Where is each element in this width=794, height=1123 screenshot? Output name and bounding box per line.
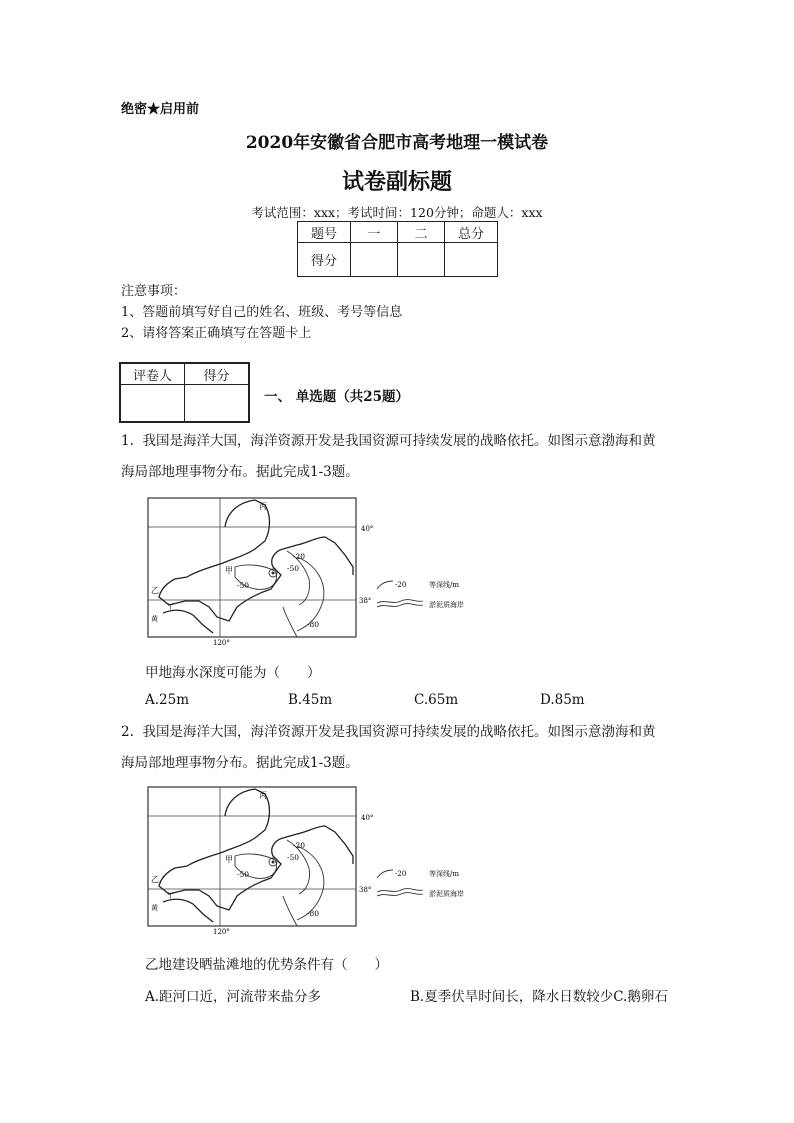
map-label-bing: 丙 <box>259 791 267 800</box>
map-depth-50: -50 <box>287 853 300 862</box>
map-depth-50: -50 <box>237 581 250 590</box>
map-depth-50: -50 <box>287 564 300 573</box>
notes-title: 注意事项： <box>121 284 187 299</box>
grader-table <box>119 362 250 423</box>
map-lon-120: 120° <box>213 928 230 936</box>
map-label-ya: 丫 <box>167 892 174 900</box>
map-label-bing: 丙 <box>259 502 267 511</box>
exam-info: 考试范围：xxx；考试时间：120分钟；命题人：xxx <box>251 205 543 220</box>
map-label-yi: 乙 <box>151 586 159 595</box>
option-c[interactable]: C.65m <box>414 692 459 708</box>
question-stem-line: 海局部地理事物分布。据此完成1-3题。 <box>121 464 359 480</box>
score-header-two: 二 <box>398 222 445 243</box>
grader-header: 评卷人 <box>120 363 185 385</box>
map-label-ya: 丫 <box>167 603 174 611</box>
score-header-total: 总分 <box>445 222 498 243</box>
question-2-sub: 乙地建设晒盐滩地的优势条件有（ ） <box>145 957 388 973</box>
question-2-stem <box>121 717 681 779</box>
notes-item: 1、答题前填写好自己的姓名、班级、考号等信息 <box>121 305 403 320</box>
map-lat-38: 38° <box>359 597 372 605</box>
secret-label: 绝密★启用前 <box>121 102 200 117</box>
question-1-stem <box>121 426 681 488</box>
question-stem-line: 海局部地理事物分布。据此完成1-3题。 <box>121 755 359 771</box>
grader-cell[interactable] <box>185 385 250 423</box>
notes <box>121 281 402 344</box>
score-table <box>297 221 498 277</box>
section-title: 一、 单选题（共25题） <box>264 389 409 405</box>
map-depth-80: -80 <box>307 620 320 629</box>
score-cell[interactable] <box>351 243 398 277</box>
legend-isobath: 等深线/m <box>429 870 459 878</box>
score-header-number: 题号 <box>298 222 351 243</box>
question-1-sub: 甲地海水深度可能为（ ） <box>145 665 321 681</box>
map-depth-80: -80 <box>307 909 320 918</box>
map-label-huang: 黄 <box>151 904 158 912</box>
bohai-map-2 <box>147 786 482 936</box>
option-b[interactable]: B.夏季伏旱时间长，降水日数较少C.鹅卵石 <box>410 989 668 1005</box>
map-lat-38: 38° <box>359 886 372 894</box>
grader-score-header: 得分 <box>185 363 250 385</box>
legend-mud-coast: 淤泥质海岸 <box>429 601 464 609</box>
legend-line-value: -20 <box>395 581 407 589</box>
legend-line-value: -20 <box>395 870 407 878</box>
map-label-jia: 甲 <box>225 855 233 864</box>
score-header-one: 一 <box>351 222 398 243</box>
score-cell[interactable] <box>398 243 445 277</box>
map-label-jia: 甲 <box>225 566 233 575</box>
question-stem-line: 我国是海洋大国，海洋资源开发是我国资源可持续发展的战略依托。如图示意渤海和黄 <box>142 724 656 740</box>
map-lon-120: 120° <box>213 639 230 647</box>
notes-item: 2、请将答案正确填写在答题卡上 <box>121 326 312 341</box>
option-d[interactable]: D.85m <box>540 692 585 708</box>
question-number: 1. <box>121 433 134 449</box>
option-a[interactable]: A.25m <box>145 692 190 708</box>
map-depth-20: -20 <box>293 552 306 561</box>
question-stem-line: 我国是海洋大国，海洋资源开发是我国资源可持续发展的战略依托。如图示意渤海和黄 <box>142 433 656 449</box>
bohai-map-1 <box>147 497 482 647</box>
option-b[interactable]: B.45m <box>288 692 333 708</box>
map-lat-40: 40° <box>361 814 374 822</box>
legend-mud-coast: 淤泥质海岸 <box>429 890 464 898</box>
map-depth-50: -50 <box>237 870 250 879</box>
map-label-huang: 黄 <box>151 615 158 623</box>
question-number: 2. <box>121 724 134 740</box>
map-label-yi: 乙 <box>151 875 159 884</box>
exam-subtitle: 试卷副标题 <box>341 169 452 195</box>
map-lat-40: 40° <box>361 525 374 533</box>
legend-isobath: 等深线/m <box>429 581 459 589</box>
option-a[interactable]: A.距河口近，河流带来盐分多 <box>145 989 322 1005</box>
score-row-label: 得分 <box>298 243 351 277</box>
grader-cell[interactable] <box>120 385 185 423</box>
map-depth-20: -20 <box>293 841 306 850</box>
score-cell[interactable] <box>445 243 498 277</box>
exam-title: 2020年安徽省合肥市高考地理一模试卷 <box>245 133 549 153</box>
